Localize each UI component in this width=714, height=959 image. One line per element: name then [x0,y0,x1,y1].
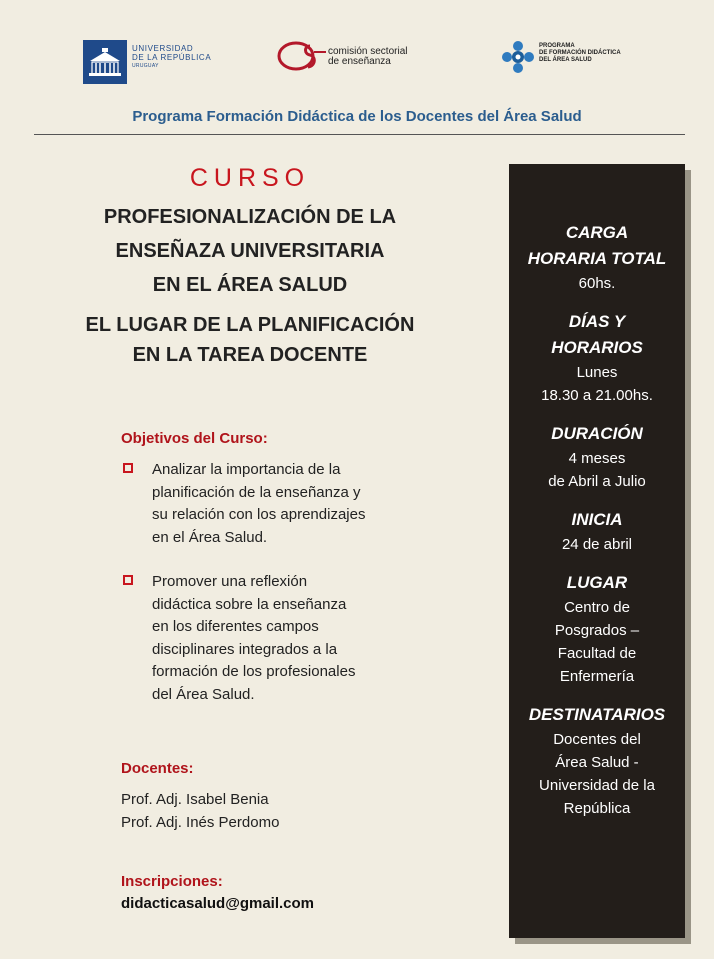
logo-bar [0,36,714,106]
sidebar-value: Lunes [576,364,618,381]
sidebar-heading: DURACIÓN [551,424,643,443]
curso-label: CURSO [189,164,311,192]
objective-line: didáctica sobre la enseñanza [152,595,347,613]
sidebar-value: Posgrados – [554,622,640,639]
cse-logo [276,40,426,76]
sidebar-value: 4 meses [568,450,626,467]
udelar-building-icon [83,40,127,84]
objective-line: planificación de la enseñanza y [152,483,361,501]
sidebar-heading: INICIA [571,510,623,529]
sidebar-heading: DESTINATARIOS [528,705,666,724]
sidebar-value: de Abril a Julio [548,473,646,490]
objective-line: disciplinares integrados a la [152,640,338,658]
cse-line1: comisión sectorial [328,46,408,57]
objective-item [121,459,401,549]
sidebar-value: República [563,800,631,817]
checkbox-icon [123,575,133,585]
pfd-cross-icon [501,40,535,74]
sidebar-value: Universidad de la [539,777,655,794]
inicia-block [509,507,685,556]
docente-name: Prof. Adj. Isabel Benia [121,791,269,808]
sidebar-value: Área Salud - [555,754,639,771]
objective-item [121,571,401,706]
sidebar-heading: HORARIOS [551,338,643,357]
pfd-line3: DEL ÁREA SALUD [539,57,592,63]
program-title: Programa Formación Didáctica de los Docentes del Área Salud [132,108,582,125]
docentes-list [121,789,279,834]
sidebar-heading: DÍAS Y [568,312,626,331]
sidebar-value: Enfermería [559,668,635,685]
docente-name: Prof. Adj. Inés Perdomo [121,813,280,831]
objective-line: del Área Salud. [152,685,255,703]
sidebar-heading: LUGAR [566,573,628,592]
course-title-line: EN EL ÁREA SALUD [152,274,348,296]
objective-line: su relación con los aprendizajes [152,506,366,523]
objective-line: en el Área Salud. [152,528,268,546]
objectives-list [121,459,401,728]
sidebar-value: 18.30 a 21.00hs. [541,387,653,404]
pfd-line2: DE FORMACIÓN DIDÁCTICA [539,50,621,56]
objective-line: formación de los profesionales [152,663,356,680]
objective-line: en los diferentes campos [152,618,319,635]
sidebar-value: Facultad de [557,645,637,662]
dias-horarios-block [509,309,685,407]
duracion-block [509,421,685,493]
carga-horaria-block [509,220,685,295]
sidebar-value: 24 de abril [561,536,633,553]
sidebar-heading: CARGA [565,223,629,242]
sidebar-value: Centro de [564,599,630,616]
info-sidebar [509,164,685,938]
cse-line2: de enseñanza [328,56,391,67]
sidebar-value: 60hs. [578,275,616,292]
course-subtitle-line: EN LA TAREA DOCENTE [132,344,368,366]
objectives-heading: Objetivos del Curso: [121,430,268,447]
checkbox-icon [123,463,133,473]
sidebar-value: Docentes del [553,731,641,748]
lugar-block [509,570,685,688]
objective-line: Promover una reflexión [152,573,308,590]
objective-line: Analizar la importancia de la [152,461,341,478]
course-subtitle [0,310,500,370]
udelar-logo [83,40,233,84]
contact-email[interactable]: didacticasalud@gmail.com [121,895,315,912]
udelar-line2: DE LA REPÚBLICA [132,53,212,62]
cse-mark-icon [276,40,328,74]
udelar-line3: URUGUAY [132,63,159,69]
header-divider [34,134,685,135]
pfd-logo [501,40,651,76]
course-title-line: PROFESIONALIZACIÓN DE LA [103,206,397,228]
destinatarios-block [509,702,685,820]
docentes-heading: Docentes: [121,760,194,777]
course-title [0,200,500,302]
inscripciones-heading: Inscripciones: [121,873,223,890]
course-title-line: ENSEÑAZA UNIVERSITARIA [115,240,385,262]
sidebar-heading: HORARIA TOTAL [527,249,667,268]
course-subtitle-line: EL LUGAR DE LA PLANIFICACIÓN [85,314,415,336]
pfd-line1: PROGRAMA [539,43,575,49]
udelar-line1: UNIVERSIDAD [132,44,194,53]
